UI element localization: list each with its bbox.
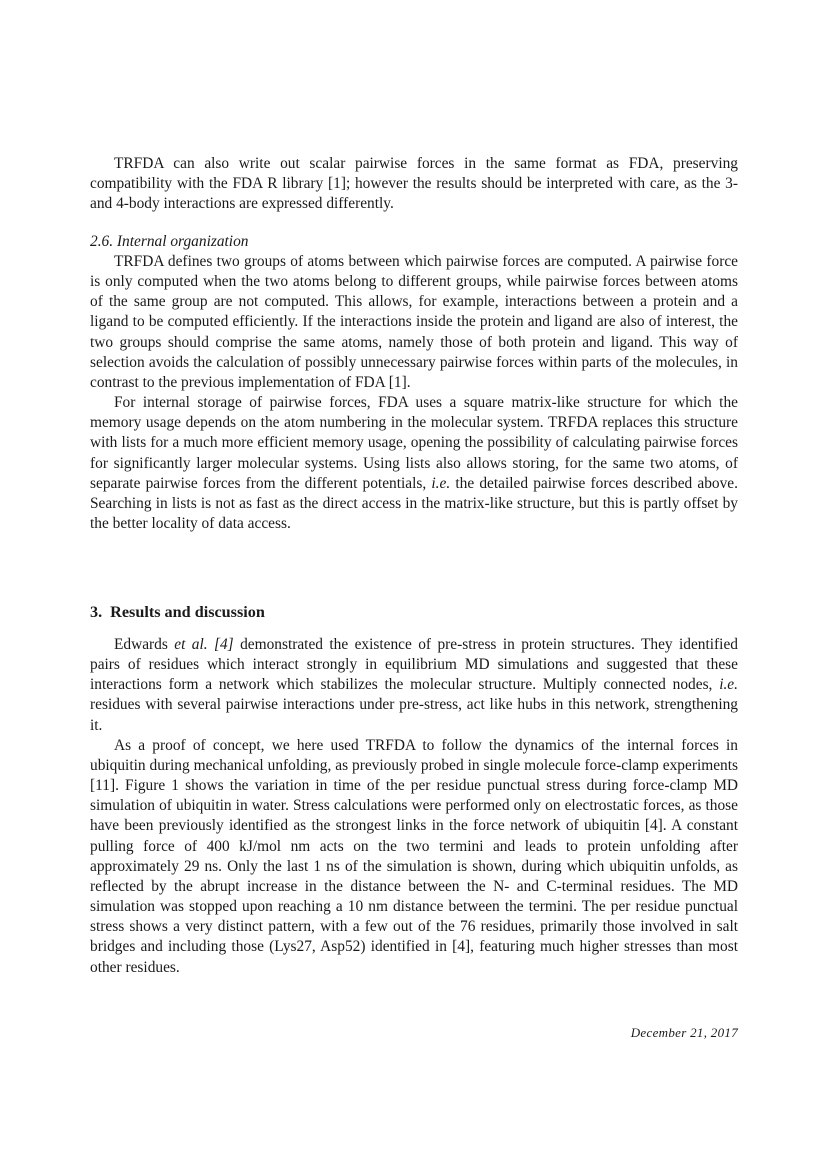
subsection-heading: 2.6. Internal organization bbox=[90, 233, 249, 250]
section-number: 3. bbox=[90, 603, 103, 621]
paragraph-internal-storage: For internal storage of pairwise forces, FDA uses a square matrix-like structure for which the memory usage depends on the atom numbering in the molecular system. TRFDA replaces this structure with lists for a much more efficient memory usage, opening the possibility of calculating pairwise forces for significantly larger molecular systems. Using lists also allows storing, for the same two atoms, of separate pairwise forces from the different potentials, i.e. the detailed pairwise forces described above. Searching in lists is not as fast as the direct access in the matrix-like structure, but this is partly offset by the better locality of data access. bbox=[90, 394, 738, 533]
paragraph-proof-of-concept: As a proof of concept, we here used TRFDA to follow the dynamics of the internal forces in ubiquitin during mechanical unfolding, as previously probed in single molecule force-clamp experiments [11]. Figure 1 shows the variation in time of the per residue punctual stress during force-clamp MD simulation of ubiquitin in water. Stress calculations were performed only on electrostatic forces, as those have been previously identified as the strongest links in the force network of ubiquitin [4]. A constant pulling force of 400 kJ/mol nm acts on the two termini and leads to protein unfolding after approximately 29 ns. Only the last 1 ns of the simulation is shown, during which ubiquitin unfolds, as reflected by the abrupt increase in the distance between the N- and C-terminal residues. The MD simulation was stopped upon reaching a 10 nm distance between the termini. The per residue punctual stress shows a very distinct pattern, with a few out of the 76 residues, primarily those involved in salt bridges and including those (Lys27, Asp52) identified in [4], featuring much higher stresses than most other residues. bbox=[90, 736, 738, 976]
paragraph-text: TRFDA can also write out scalar pairwise forces in the same format as FDA, preserving compatibility with the FDA R library [1]; however the results should be interpreted with care, as the 3- and 4-body interactions are expressed differently. bbox=[90, 155, 738, 213]
section-title: Results and discussion bbox=[110, 603, 265, 621]
subsection-internal-organization bbox=[90, 232, 738, 534]
footer-date: December 21, 2017 bbox=[630, 1025, 738, 1040]
paragraph-atom-groups: TRFDA defines two groups of atoms between which pairwise forces are computed. A pairwise force is only computed when the two atoms belong to different groups, while pairwise forces between atoms of the same group are not computed. This allows, for example, interactions between a protein and a ligand to be computed efficiently. If the interactions inside the protein and ligand are also of interest, the two groups should comprise the same atoms, namely those of both protein and ligand. This way of selection avoids the calculation of possibly unnecessary pairwise forces within parts of the molecules, in contrast to the previous implementation of FDA [1]. bbox=[90, 253, 738, 391]
section-results-and-discussion bbox=[90, 602, 738, 622]
paragraph-pre-stress: Edwards et al. [4] demonstrated the existence of pre-stress in protein structures. They identified pairs of residues which interact strongly in equilibrium MD simulations and suggested that these interactions form a network which stabilizes the molecular structure. Multiply connected nodes, i.e. residues with several pairwise interactions under pre-stress, act like hubs in this network, strengthening it. bbox=[90, 636, 738, 734]
paragraph-fda-compatibility bbox=[90, 154, 738, 214]
section-heading bbox=[90, 602, 738, 622]
results-body bbox=[90, 635, 738, 978]
